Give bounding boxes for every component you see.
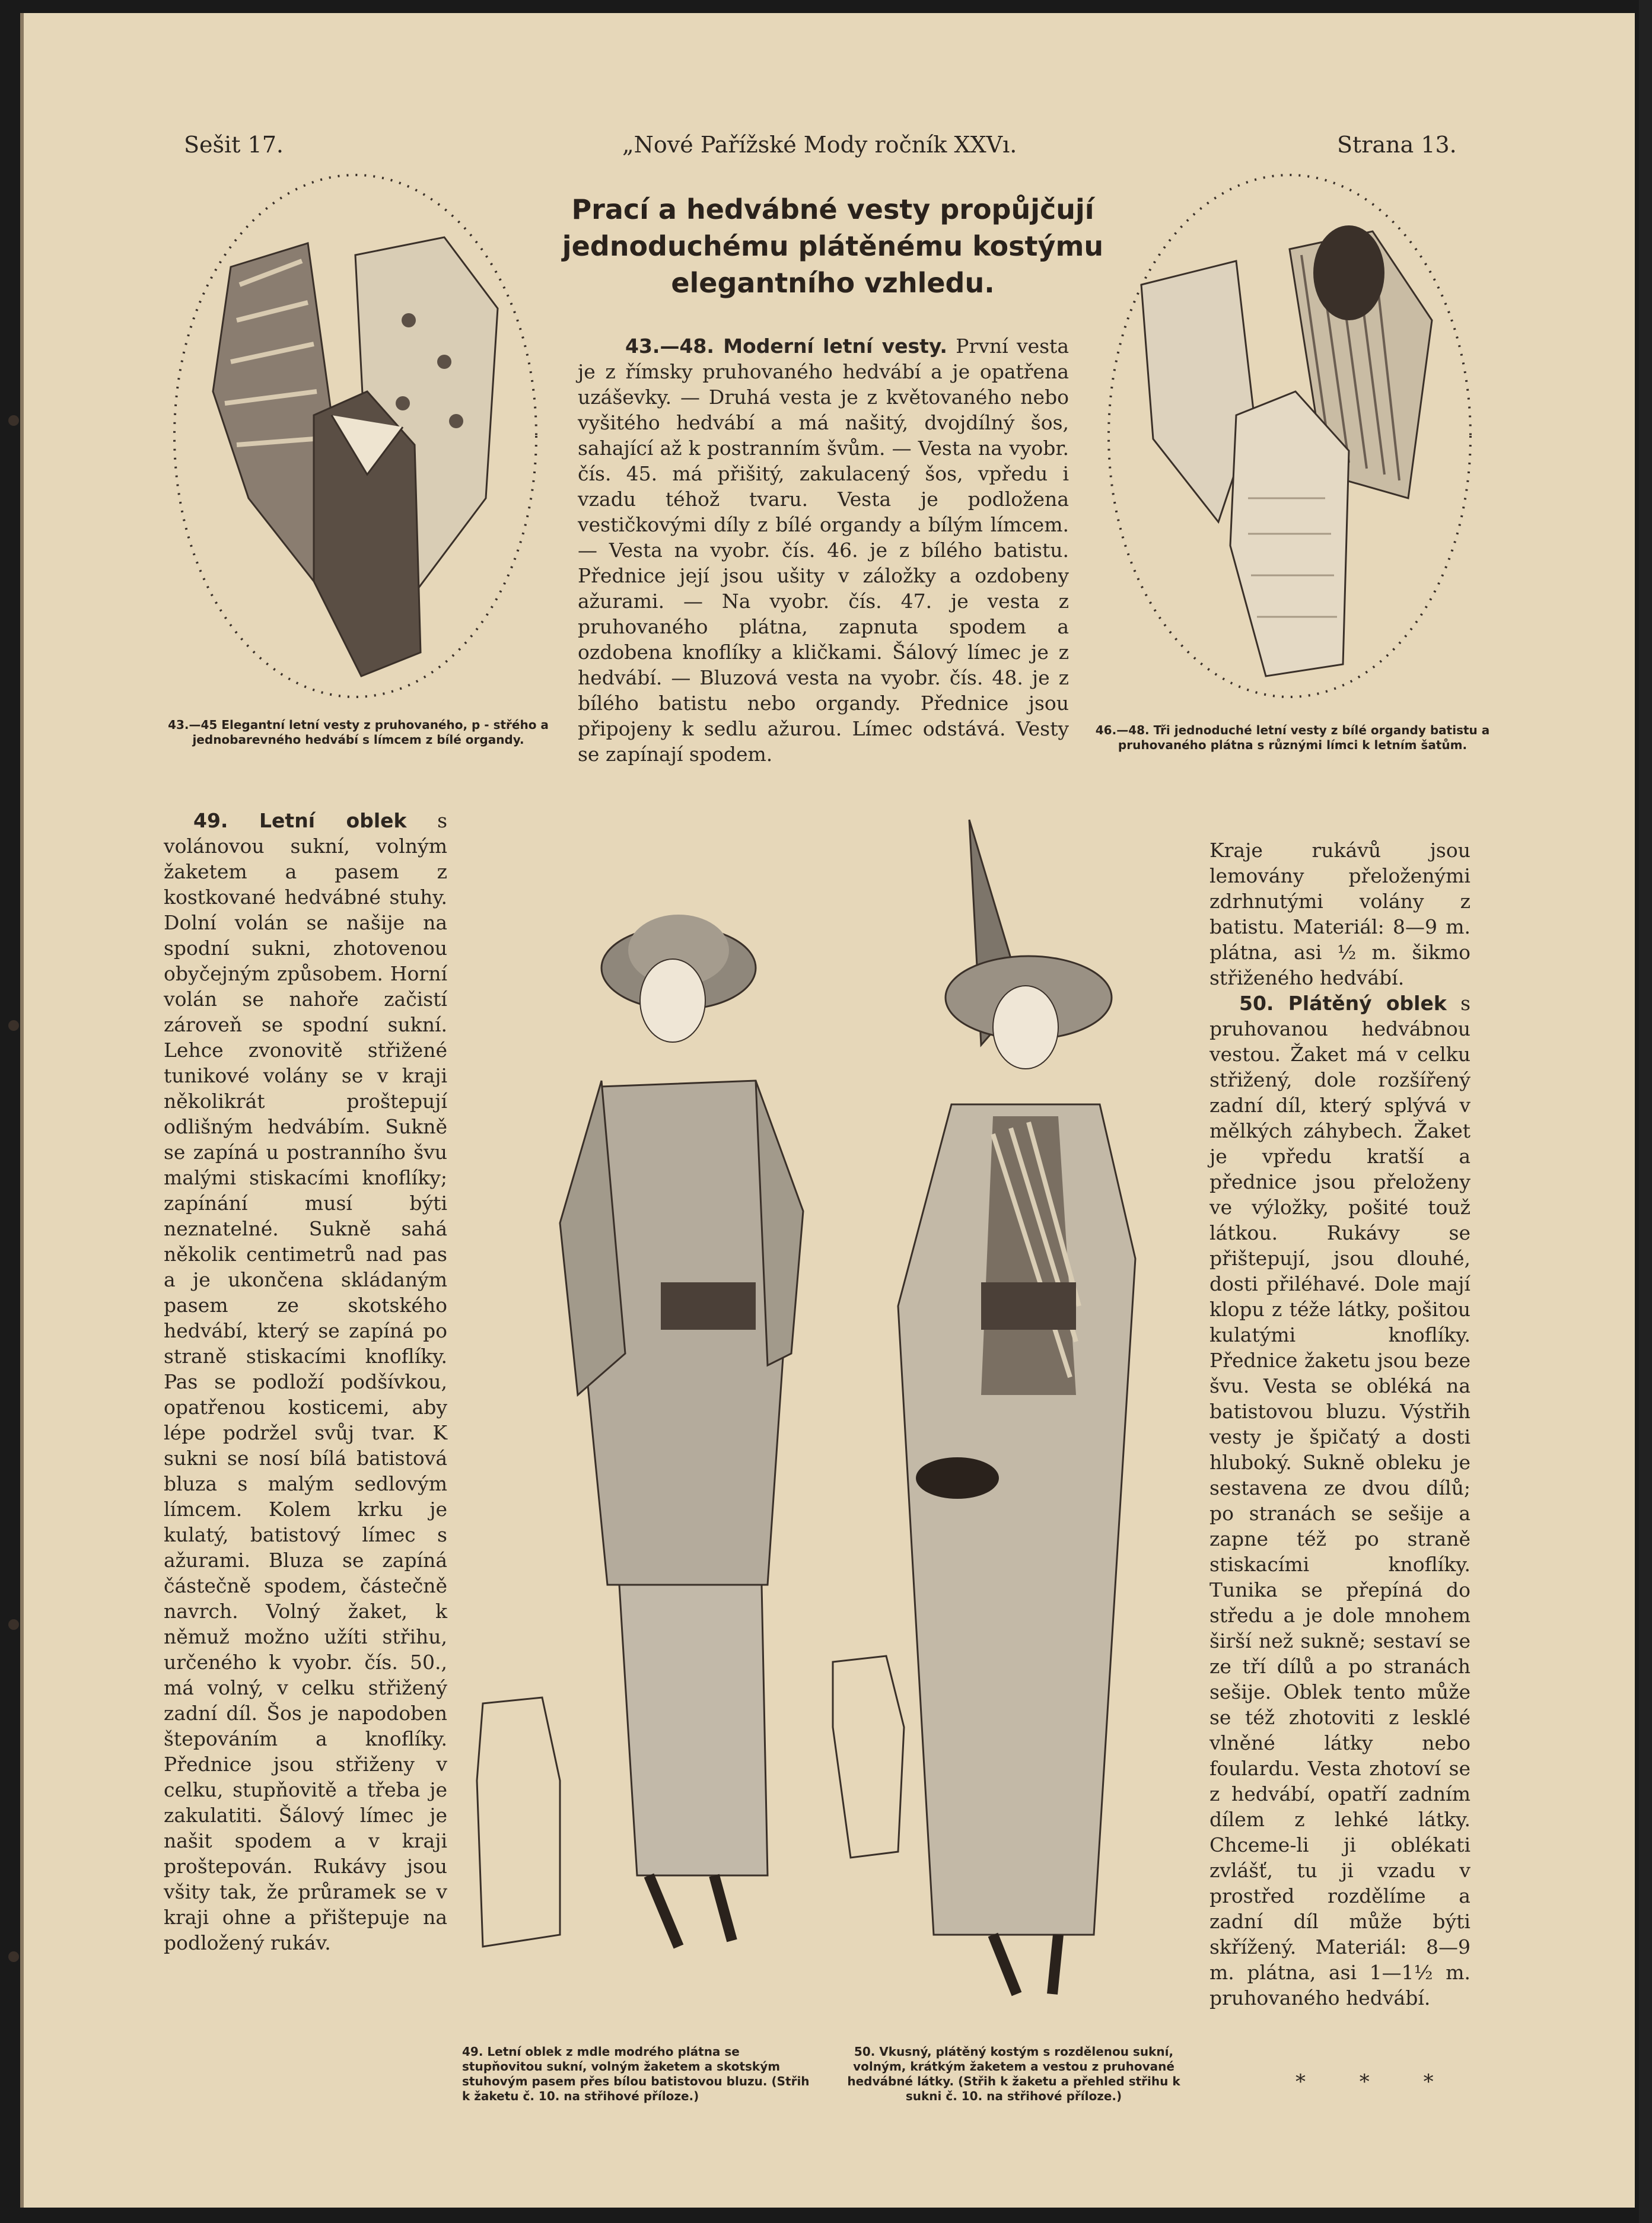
article-49-heading: 49. Letní oblek [193, 809, 407, 832]
vests-46-48-illustration [1100, 166, 1479, 706]
margin-mark [8, 1619, 19, 1630]
article-vests-body: První vesta je z římsky pruhovaného hedvábí a je opatřena uzáševky. — Druhá vesta je z květovaného nebo vyšitého hedvábí a má našitý, dvojdílný šos, sahající až k postranním švům. — Vesta na vyobr. čís. 45. má přišitý, zakulacený šos, vpředu i vzadu téhož tvaru. Vesta je podložena vestičkovými díly z bílé organdy a bílým límcem. — Vesta na vyobr. čís. 46. je z bílého batistu. Přednice její jsou ušity v záložky a ozdobeny ažurami. — Na vyobr. čís. 47. je vesta z pruhovaného plátna, zapnuta spodem a ozdobena knoflíky a kličkami. Šálový límec je z hedvábí. — Bluzová vesta na vyobr. čís. 48. je z bílého batistu nebo organdy. Přednice jsou připojeny k sedlu ažurou. Límec odstává. Vesty se zapínají spodem. [578, 335, 1069, 766]
article-vests-heading: 43.—48. Moderní letní vesty. [625, 335, 947, 358]
article-vests-43-48 [578, 333, 1069, 767]
article-50-body: s pruhovanou hedvábnou vestou. Žaket má v celku střižený, dole rozšířený zadní díl, který splývá v mělkých záhybech. Žaket je vpředu kratší a přednice jsou přeloženy ve výložky, pošité touž látkou. Rukávy se přištepují, jsou dlouhé, dosti přiléhavé. Dole mají klopu z téže látky, pošitou kulatými knoflíky. Přednice žaketu jsou beze švu. Vesta se obléká na batistovou bluzu. Výstřih vesty je špičatý a dosti hluboký. Sukně obleku je sestavena ze dvou dílů; po stranách se sešije a zapne též po straně stiskacími knoflíky. Tunika se přepíná do středu a je dole mnohem širší než sukně; sestaví se ze tří dílů a po stranách sešije. Oblek tento může se též zhotoviti z lesklé vlněné látky nebo foulardu. Vesta zhotoví se z hedvábí, opatří zadním dílem z lehké látky. Chceme-li ji oblékati zvlášť, tu ji vzadu v prostřed rozdělíme a zadní díl může býti skřížený. Materiál: 8—9 m. plátna, asi 1—1½ m. pruhovaného hedvábí. [1209, 992, 1470, 2009]
magazine-page [20, 13, 1635, 2208]
margin-mark [8, 1951, 19, 1962]
caption-vests-46-48: 46.—48. Tři jednoduché letní vesty z bílé organdy batistu a pruhovaného plátna s různými límci k letním šatům. [1095, 723, 1490, 752]
margin-mark [8, 415, 19, 426]
closing-ornament: * * * [1296, 2070, 1457, 2094]
fashion-plate-49-50 [459, 772, 1230, 2030]
article-49-summer-suit [164, 808, 447, 1956]
article-49-body: s volánovou sukní, volným žaketem a pasem z kostkované hedvábné stuhy. Dolní volán se našije na spodní sukni, zhotovenou obyčejným způsobem. Horní volán se nahoře začistí zároveň se spodní sukní. Lehce zvonovitě střižené tunikové volány se v kraji několikrát proštepují odlišným hedvábím. Sukně se zapíná u postranního švu malými stiskacími knoflíky; zapínání musí býti neznatelné. Sukně sahá několik centimetrů nad pas a je ukončena skládaným pasem ze skotského hedvábí, který se zapíná po straně stiskacími knoflíky. Pas se podloží podšívkou, opatřenou kosticemi, aby lépe podržel svůj tvar. K sukni se nosí bílá batistová bluza s malým sedlovým límcem. Kolem krku je kulatý, batistový límec s ažurami. Bluza se zapíná částečně spodem, částečně navrch. Volný žaket, k němuž možno užíti střihu, určeného k vyobr. čís. 50., má volný, v celku střižený zadní díl. Šos je napodoben štepováním a knoflíky. Přednice jsou střiženy v celku, stupňovitě a třeba je zakulatiti. Šálový límec je našit spodem a v kraji proštepován. Rukávy jsou všity tak, že průramek se v kraji ohne a přištepuje na podložený rukáv. [164, 809, 447, 1954]
page-headline: Prací a hedvábné vesty propůjčují jednoduchému plátěnému kostýmu elegantního vzhledu. [562, 193, 1104, 299]
article-50-heading: 50. Plátěný oblek [1239, 992, 1447, 1015]
article-50-linen-suit [1209, 837, 1470, 2011]
header-issue: Sešit 17. [184, 132, 284, 158]
vests-43-45-illustration [165, 166, 545, 706]
caption-fig-50: 50. Vkusný, plátěný kostým s rozdělenou sukní, volným, krátkým žaketem a vestou z pruhované hedvábné látky. (Střih k žaketu a přehled střihu k sukni č. 10. na střihové příloze.) [847, 2044, 1180, 2103]
header-publication: „Nové Pařížské Mody ročník XXVı. [622, 132, 1017, 158]
caption-fig-49: 49. Letní oblek z mdle modrého plátna se stupňovitou sukní, volným žaketem a skotským stuhovým pasem přes bílou batistovou bluzu. (Střih k žaketu č. 10. na střihové příloze.) [462, 2044, 810, 2103]
scan-edge [1639, 0, 1652, 2223]
page-binding-edge [20, 13, 24, 2208]
caption-vests-43-45: 43.—45 Elegantní letní vesty z pruhovaného, p - střého a jednobarevného hedvábí s límcem z bílé organdy. [168, 718, 549, 747]
header-page-number: Strana 13. [1337, 132, 1457, 158]
margin-mark [8, 1020, 19, 1031]
article-50-intro: Kraje rukávů jsou lemovány přeloženými zdrhnutými volány z batistu. Materiál: 8—9 m. plátna, asi ½ m. šikmo střiženého hedvábí. [1209, 839, 1470, 989]
article-50-text [1209, 991, 1470, 2011]
